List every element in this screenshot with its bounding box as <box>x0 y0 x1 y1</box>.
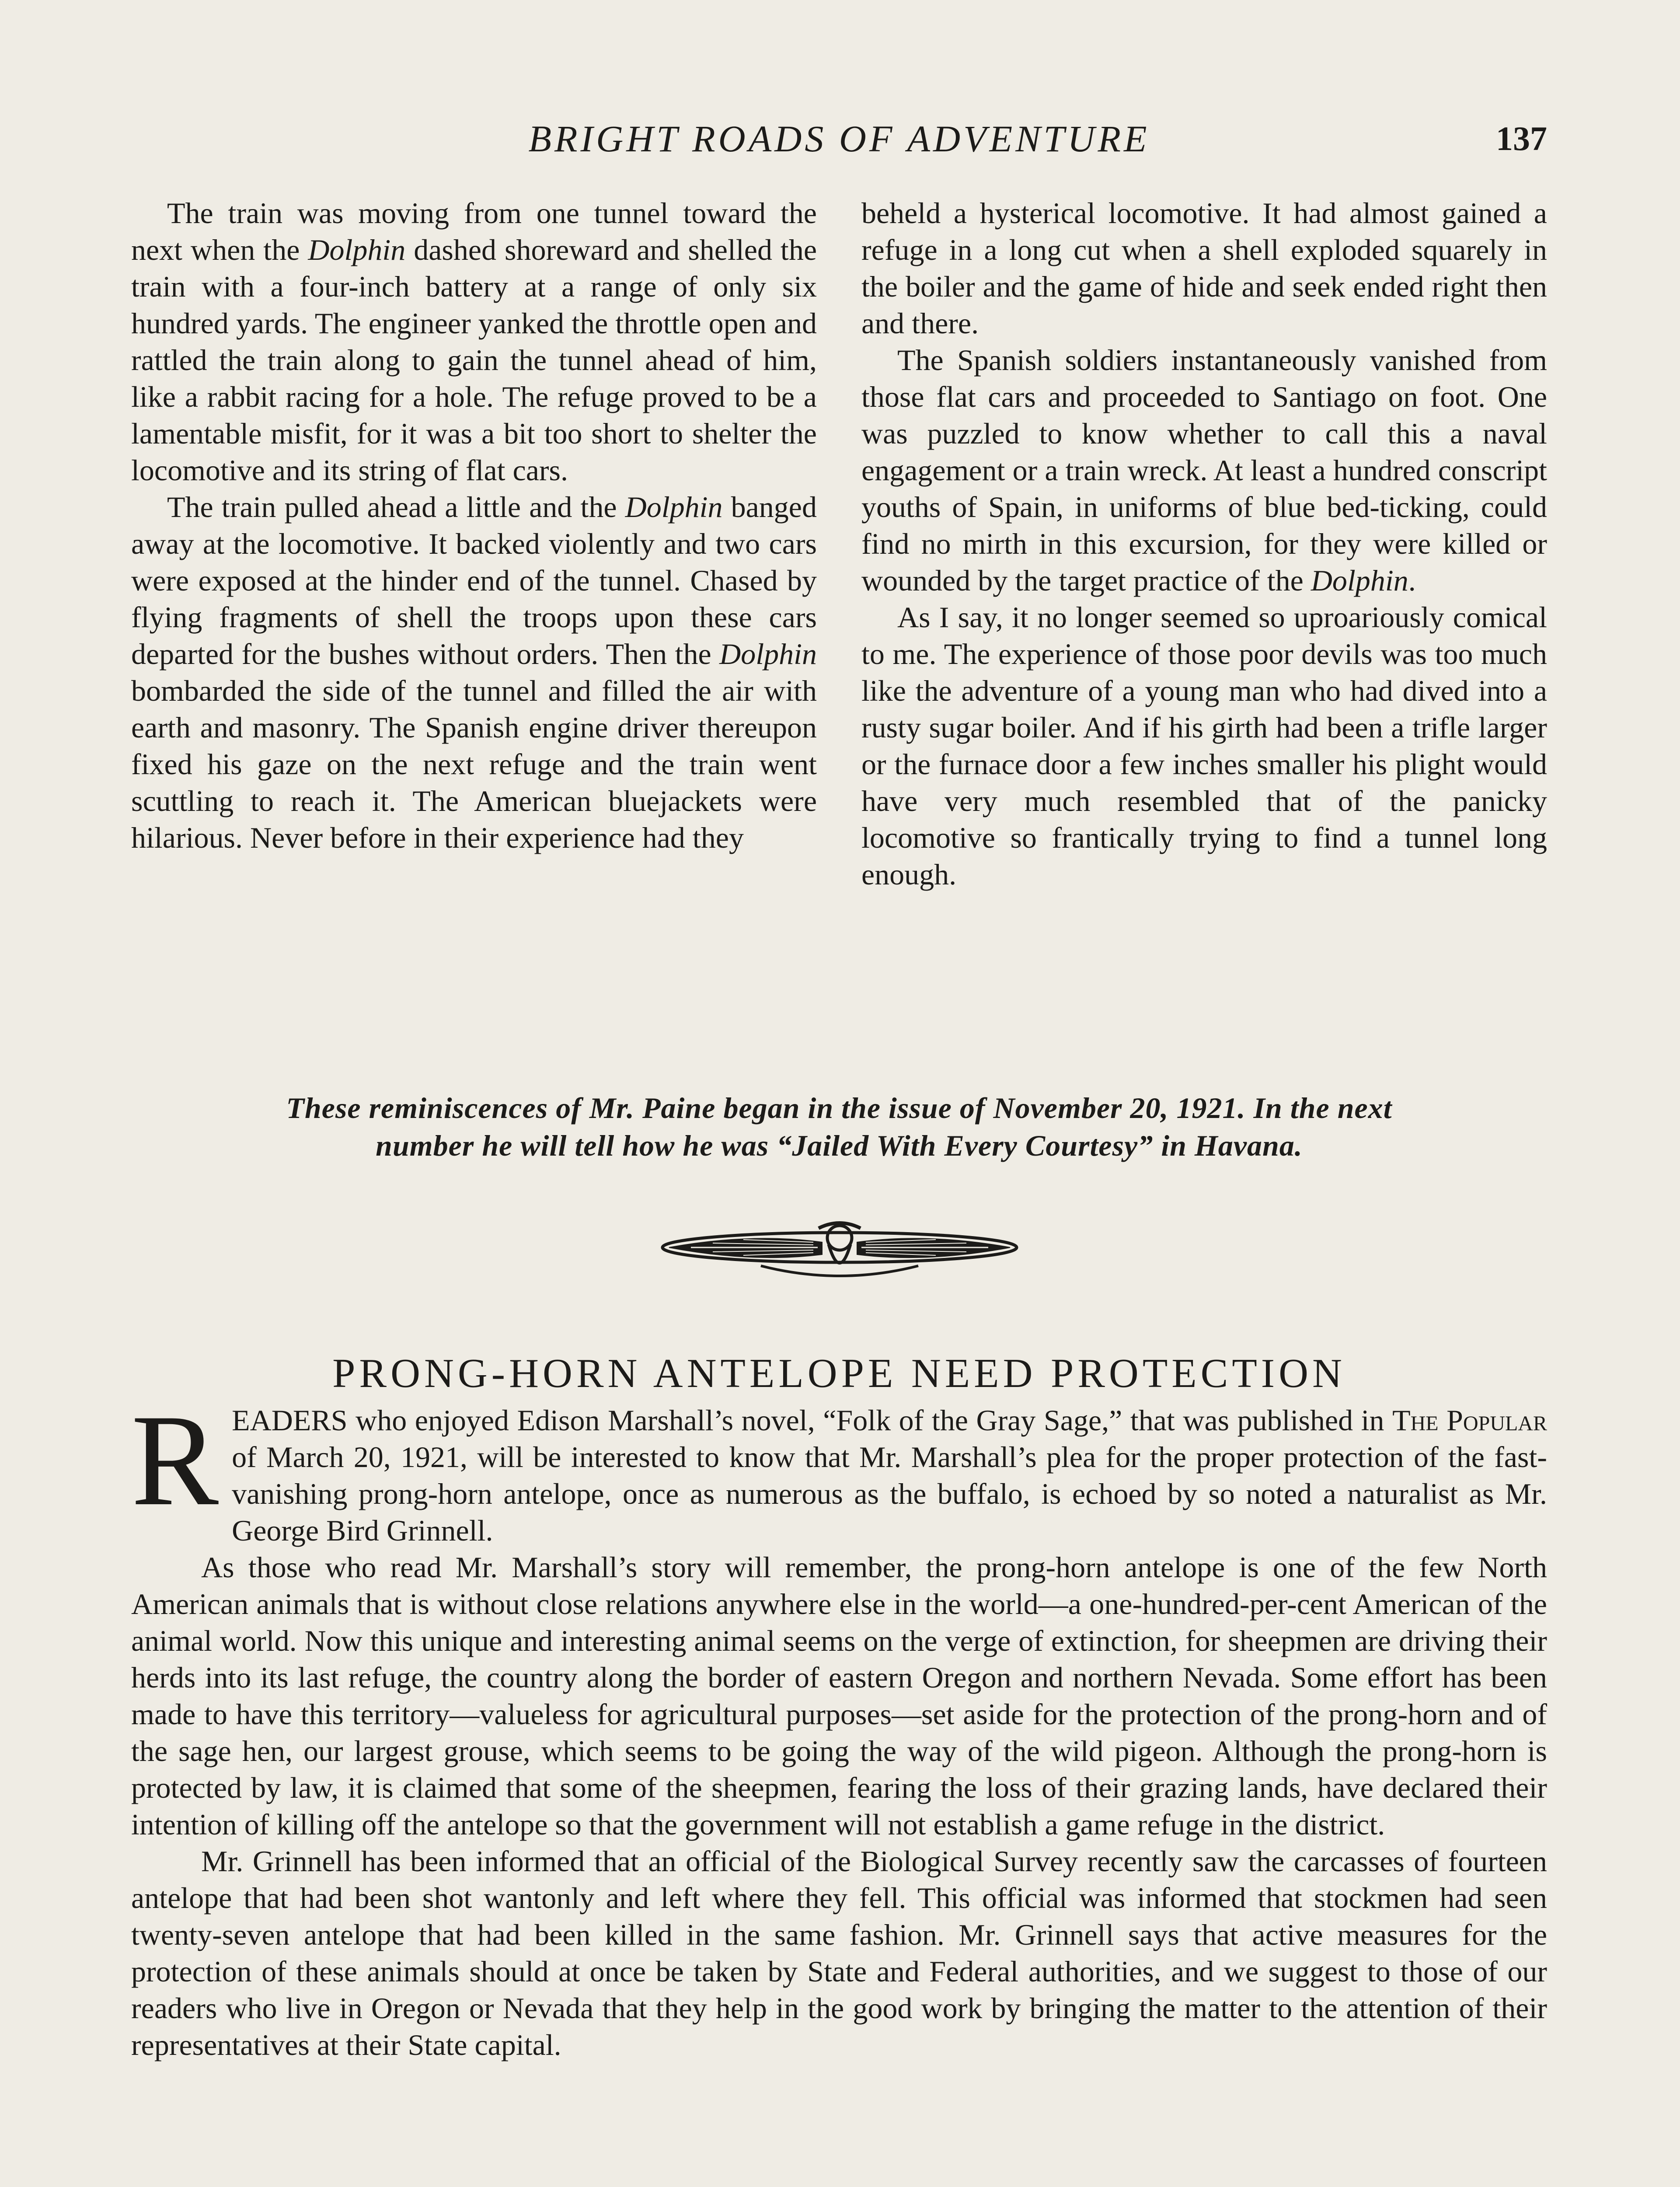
editor-note-line: These reminiscences of Mr. Paine began in the issue of November 20, 1921. In the next <box>286 1091 1392 1125</box>
right-column <box>861 195 1547 1087</box>
story-paragraph: beheld a hysterical locomotive. It had almost gained a refuge in a long cut when a shell exploded squarely in the boiler and the game of hide and seek ended right then and there. <box>861 196 1547 340</box>
ship-name: Dolphin <box>1311 564 1408 597</box>
story-paragraph: The Spanish soldiers instantaneously vanished from those flat cars and proceeded to Santiago on foot. One was puzzled to know whether to call this a naval engagement or a train wreck. At least a hundred conscript youths of Spain, in uniforms of blue bed-ticking, could find no mirth in this excursion, for they were killed or wounded by the target practice of the Dolphin. <box>861 343 1547 597</box>
winged-ornament-icon <box>656 1220 1023 1286</box>
running-title: BRIGHT ROADS OF ADVENTURE <box>528 118 1150 160</box>
article-paragraph: Mr. Grinnell has been informed that an official of the Biological Survey recently saw the carcasses of fourteen antelope that had been shot wantonly and left where they fell. This official was informed that stockmen had seen twenty-seven antelope that had been killed in the same fashion. Mr. Grinnell says that active measures for the protection of these animals should at once be taken by State and Federal authorities, and we suggest to those of our readers who live in Oregon or Nevada that they help in the good work by bringing the matter to the attention of their representatives at their State capital. <box>131 1845 1547 2061</box>
page-number: 137 <box>1496 119 1547 157</box>
magazine-title: The Popular <box>1392 1404 1547 1437</box>
article-paragraph: As those who read Mr. Marshall’s story will remember, the prong-horn antelope is one of the few North American animals that is without close relations anywhere else in the world—a one-hundred-per-cent American of the animal world. Now this unique and interesting animal seems on the verge of extinction, for sheepmen are driving their herds into its last refuge, the country along the border of eastern Oregon and northern Nevada. Some effort has been made to have this territory—valueless for agricultural purposes—set aside for the protection of the prong-horn and of the sage hen, our largest grouse, which seems to be going the way of the wild pigeon. Although the prong-horn is protected by law, it is claimed that some of the sheepmen, fearing the loss of their grazing lands, have declared their intention of killing off the antelope so that the government will not establish a game refuge in the district. <box>131 1551 1547 1841</box>
article-paragraph: READERS who enjoyed Edison Marshall’s novel, “Folk of the Gray Sage,” that was published in The Popular of March 20, 1921, will be interested to know that Mr. Marshall’s plea for the proper protection of the fast-vanishing prong-horn antelope, once as numerous as the buffalo, is echoed by so noted a naturalist as Mr. George Bird Grinnell. <box>131 1402 1547 1547</box>
ship-name: Dolphin <box>625 490 723 524</box>
story-paragraph: The train pulled ahead a little and the Dolphin banged away at the locomotive. It backed violently and two cars were exposed at the hinder end of the tunnel. Chased by flying fragments of shell the troops upon these cars departed for the bushes without orders. Then the Dolphin bombarded the side of the tunnel and filled the air with earth and masonry. The Spanish engine driver thereupon fixed his gaze on the next refuge and the train went scuttling to reach it. The American bluejackets were hilarious. Never before in their experience had they <box>131 490 817 854</box>
drop-cap: R <box>131 1402 219 1533</box>
story-columns <box>131 195 1547 1087</box>
ship-name: Dolphin <box>308 233 406 266</box>
editor-note-line: number he will tell how he was “Jailed With Every Courtesy” in Havana. <box>376 1129 1303 1162</box>
article-body <box>131 1402 1547 2187</box>
page-header <box>131 115 1547 163</box>
left-column <box>131 195 817 1087</box>
article-title: PRONG-HORN ANTELOPE NEED PROTECTION <box>332 1351 1346 1396</box>
editor-note <box>131 1089 1547 1164</box>
ship-name: Dolphin <box>719 637 817 671</box>
story-paragraph: As I say, it no longer seemed so uproariously comical to me. The experience of those poor devils was too much like the adventure of a young man who had dived into a rusty sugar boiler. And if his girth had been a trifle larger or the furnace door a few inches smaller his plight would have very much resembled that of the panicky locomotive so frantically trying to find a tunnel long enough. <box>861 601 1547 891</box>
story-paragraph: The train was moving from one tunnel toward the next when the Dolphin dashed shoreward and shelled the train with a four-inch battery at a range of only six hundred yards. The engineer yanked the throttle open and rattled the train along to gain the tunnel ahead of him, like a rabbit racing for a hole. The refuge proved to be a lamentable misfit, for it was a bit too short to shelter the locomotive and its string of flat cars. <box>131 196 817 487</box>
